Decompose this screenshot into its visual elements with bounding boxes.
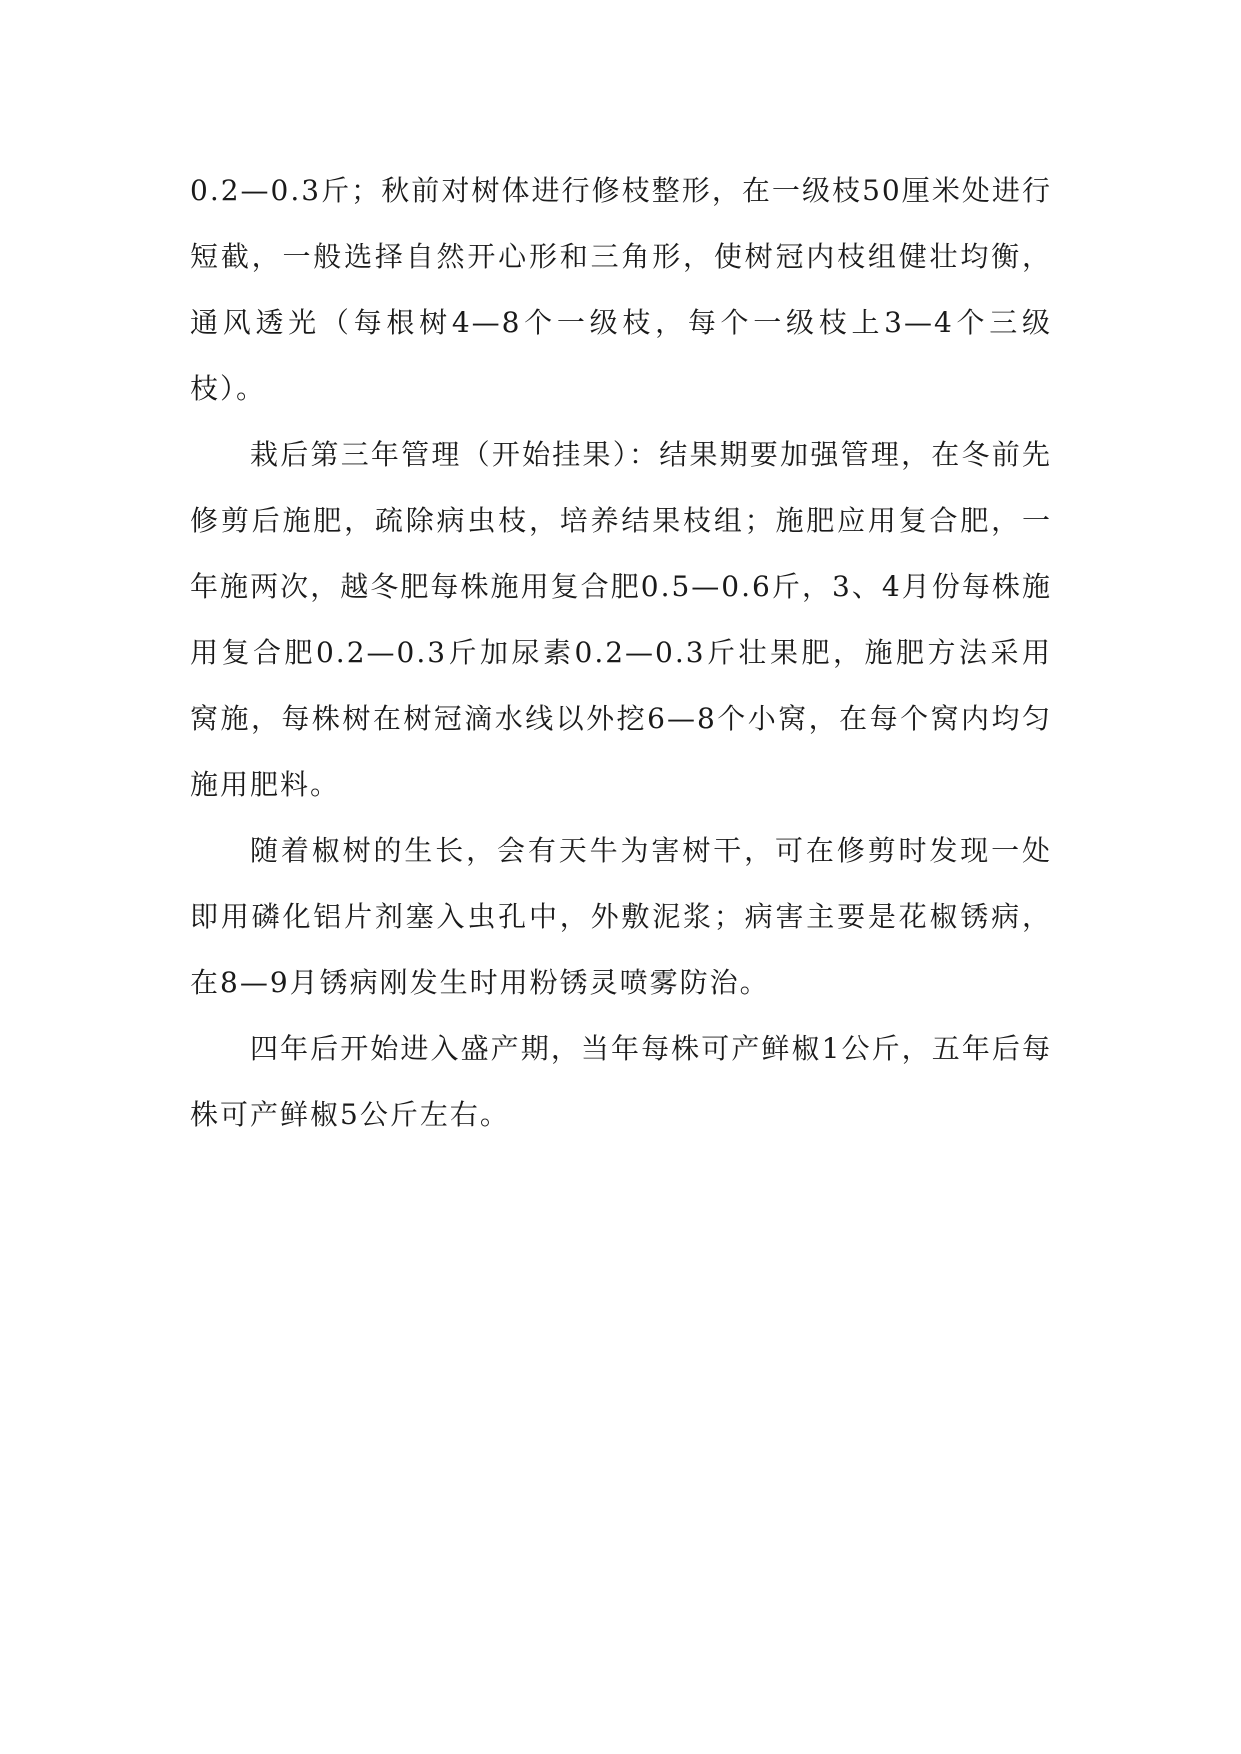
paragraph-third-year-management: 栽后第三年管理（开始挂果）：结果期要加强管理，在冬前先修剪后施肥，疏除病虫枝，培养结果枝组；施肥应用复合肥，一年施两次，越冬肥每株施用复合肥0.5—0.6斤，3、4月份每株施用复合肥0.2—0.3斤加尿素0.2—0.3斤壮果肥，施肥方法采用窝施，每株树在树冠滴水线以外挖6—8个小窝，在每个窝内均匀施用肥料。 (190, 438, 1052, 801)
document-body (190, 158, 1052, 1148)
paragraph-pruning: 0.2—0.3斤；秋前对树体进行修枝整形，在一级枝50厘米处进行短截，一般选择自然开心形和三角形，使树冠内枝组健壮均衡，通风透光（每根树4—8个一级枝，每个一级枝上3—4个三级枝）。 (190, 174, 1052, 405)
paragraph-pest-control: 随着椒树的生长，会有天牛为害树干，可在修剪时发现一处即用磷化铝片剂塞入虫孔中，外敷泥浆；病害主要是花椒锈病，在8—9月锈病刚发生时用粉锈灵喷雾防治。 (190, 834, 1052, 999)
paragraph-yield: 四年后开始进入盛产期，当年每株可产鲜椒1公斤，五年后每株可产鲜椒5公斤左右。 (190, 1032, 1052, 1131)
